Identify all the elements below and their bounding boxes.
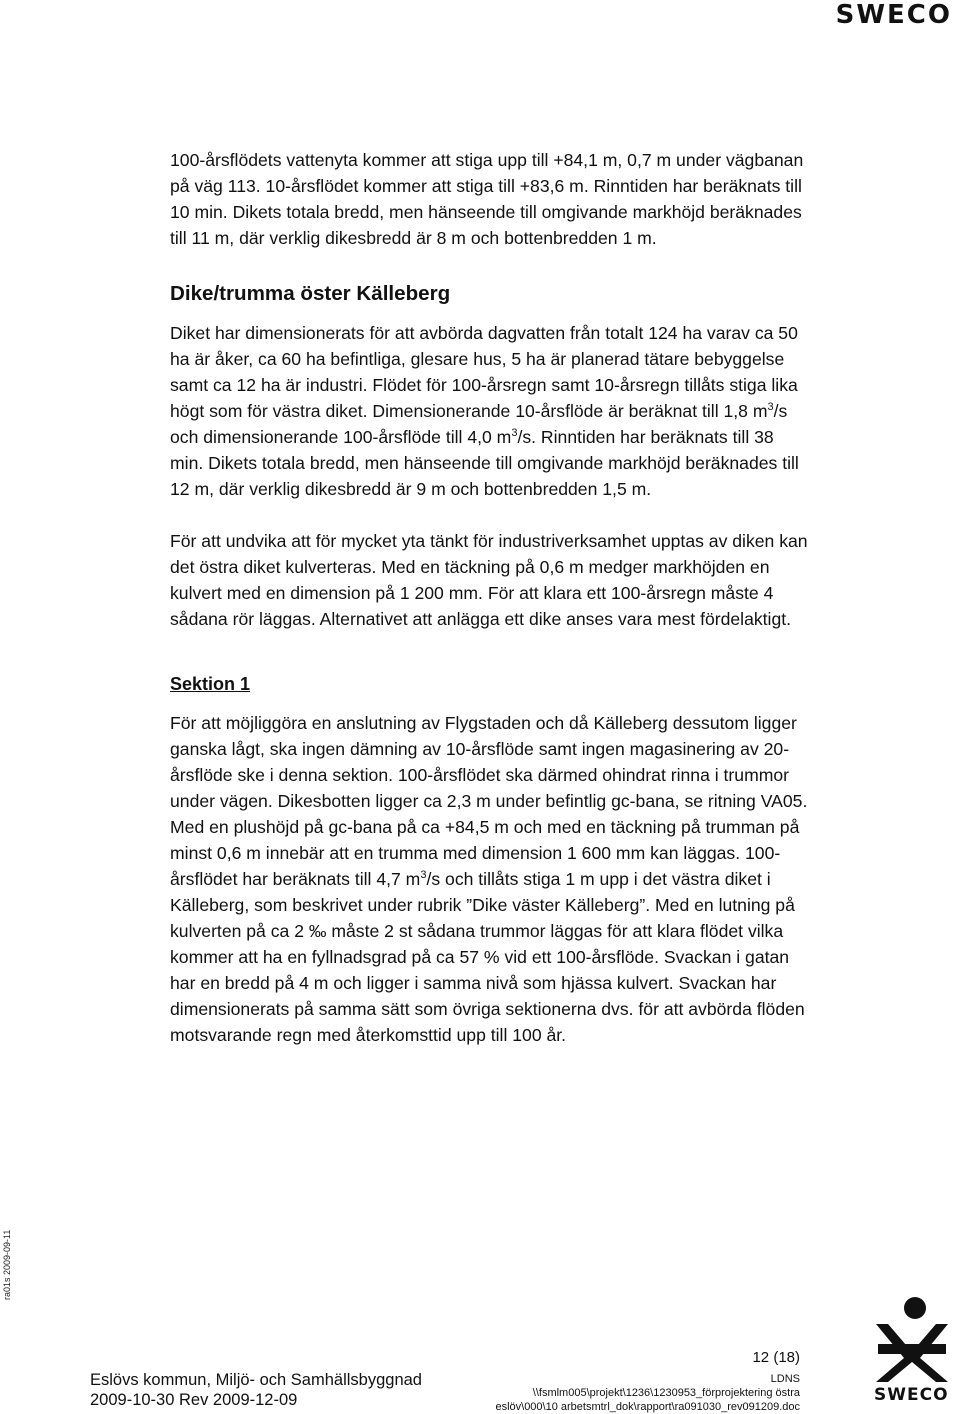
page-number: 12 (18) [752, 1349, 800, 1366]
heading-sektion-1: Sektion 1 [170, 674, 251, 694]
heading-dike-trumma: Dike/trumma öster Källeberg [170, 282, 451, 305]
sweco-logo-top: SWECO [835, 0, 952, 30]
paragraph-culvert-alternative: För att undvika att för mycket yta tänkt för industriverksamhet upptas av diken kan det östra diket kulverteras. Med en täckning på 0,6 m medger markhöjden en kulvert med en dimension på 1 200 mm. För att klara ett 100-årsregn måste 4 sådana rör läggas. Alternativet att anlägga ett dike anses vara mest fördelaktigt. [170, 531, 808, 629]
footer-initials: LDNS [770, 1373, 800, 1385]
footer-path-2: eslöv\000\10 arbetsmtrl_dok\rapport\ra091030_rev091209.doc [495, 1401, 800, 1413]
footer-date: 2009-10-30 Rev 2009-12-09 [90, 1391, 298, 1409]
footer-path-1: \\fsmlm005\projekt\1236\1230953_förprojektering östra [532, 1387, 800, 1399]
side-document-code: ra01s 2009-09-11 [2, 1229, 12, 1300]
footer-right [495, 1348, 800, 1414]
paragraph-flow-levels: 100-årsflödets vattenyta kommer att stiga upp till +84,1 m, 0,7 m under vägbanan på väg 113. 10-årsflödet kommer att stiga till +83,6 m. Rinntiden har beräknats till 10 min. Dikets totala bredd, men hänseende till omgivande markhöjd beräknades till 11 m, där verklig dikesbredd är 8 m och bottenbredden 1 m. [170, 150, 804, 248]
footer-left [90, 1370, 422, 1410]
document-body [170, 147, 810, 1048]
sweco-logo-bottom: SWECO [874, 1385, 949, 1405]
footer-organization: Eslövs kommun, Miljö- och Samhällsbyggnad [90, 1371, 422, 1389]
paragraph-sektion-1: För att möjliggöra en anslutning av Flygstaden och då Källeberg dessutom ligger ganska lågt, ska ingen dämning av 10-årsflöde samt ingen magasinering av 20-årsflöde ske i denna sektion. 100-årsflödet ska därmed ohindrat rinna i trummor under vägen. Dikesbotten ligger ca 2,3 m under befintlig gc-bana, se ritning VA05. Med en plushöjd på gc-bana på ca +84,5 m och med en täckning på trumman på minst 0,6 m innebär att en trumma med dimension 1 600 mm kan läggas. 100-årsflödet har beräknats till 4,7 $m^3/s$ och tillåts stiga 1 m upp i det västra diket i Källeberg, som beskrivet under rubrik ”Dike väster Källeberg”. Med en lutning på kulverten på ca 2 ‰ måste 2 st sådana trummor läggas för att klara flödet vilka kommer att ha en fyllnadsgrad på ca 57 % vid ett 100-årsflöde. Svackan i gatan har en bredd på 4 m och ligger i samma nivå som hjässa kulvert. Svackan har dimensionerats på samma sätt som övriga sektionerna dvs. för att avbörda flöden motsvarande regn med återkomsttid upp till 100 år. [170, 713, 808, 1045]
paragraph-dike-dimensions: Diket har dimensionerats för att avbörda dagvatten från totalt 124 ha varav ca 50 ha är åker, ca 60 ha befintliga, glesare hus, 5 ha är planerad tätare bebyggelse samt ca 12 ha är industri. Flödet för 100-årsregn samt 10-årsregn tillåts stiga lika högt som för västra diket. Dimensionerande 10-årsflöde är beräknat till 1,8 $m^3/s$ och dimensionerande 100-årsflöde till 4,0 $m^3/s$. Rinntiden har beräknats till 38 min. Dikets totala bredd, men hänseende till omgivande markhöjd beräknades till 12 m, där verklig dikesbredd är 9 m och bottenbredden 1,5 m. [170, 323, 799, 499]
